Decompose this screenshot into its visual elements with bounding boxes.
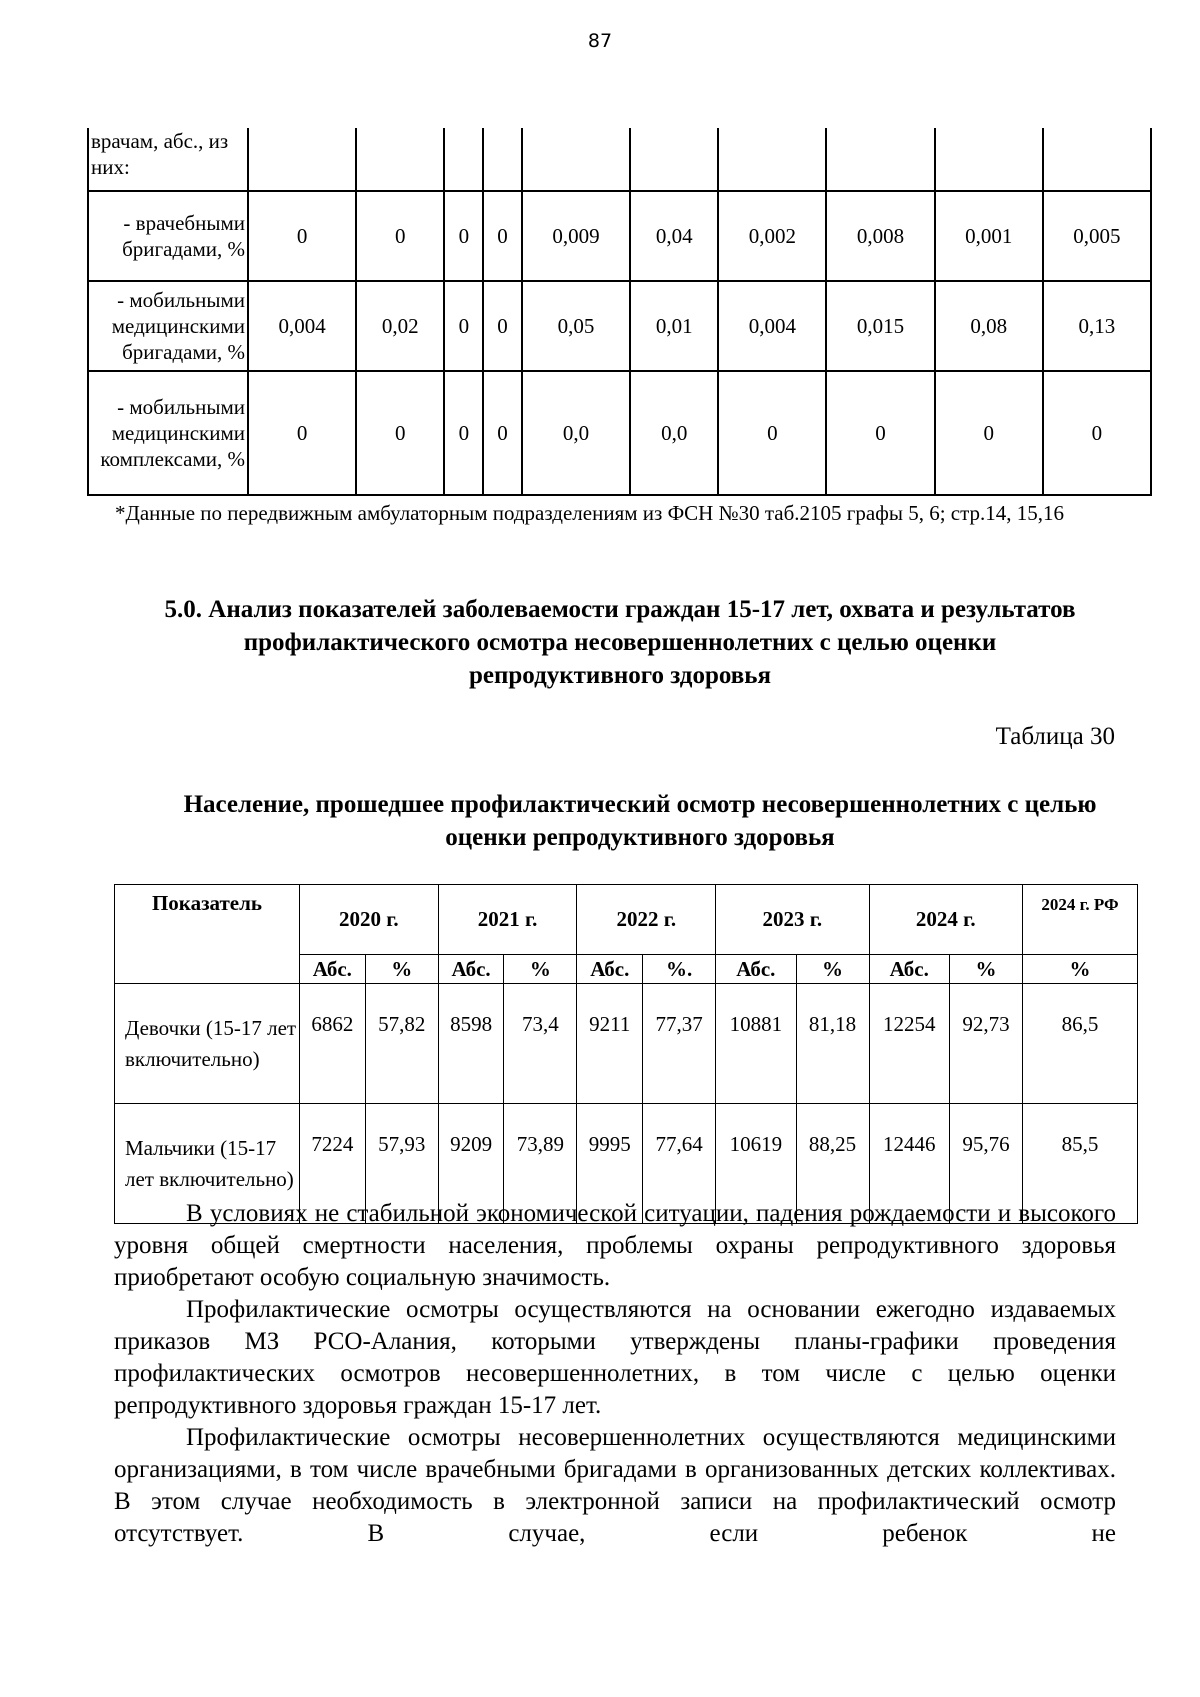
table-cell: 0,004 (718, 281, 826, 371)
table-cell (483, 128, 522, 191)
table-cell: 57,82 (365, 984, 438, 1104)
sub-header: Абс. (716, 955, 796, 984)
table-cell: 57,93 (365, 1104, 438, 1224)
table-cell: 95,76 (949, 1104, 1022, 1224)
table-cell: 0 (444, 371, 483, 495)
page-number: 87 (587, 30, 613, 52)
table-cell: 0 (483, 191, 522, 281)
table-row (88, 128, 1151, 191)
row-label: - врачебными бригадами, % (88, 191, 248, 281)
table-row (88, 281, 1151, 371)
table-cell: 8598 (438, 984, 504, 1104)
header-rf: 2024 г. РФ (1022, 885, 1137, 955)
table-cell: 7224 (300, 1104, 366, 1224)
paragraph: Профилактические осмотры несовершеннолетних осуществляются медицинскими организациями, в том числе врачебными бригадами в организованных детских коллективах. В этом случае необходимость в электронной записи на профилактический осмотр отсутствует. В случае, если ребенок не (114, 1424, 1116, 1547)
body-text (114, 1198, 1116, 1550)
table-cell (630, 128, 718, 191)
mobile-units-table (87, 128, 1152, 496)
table-cell (826, 128, 934, 191)
table-cell: 0,0 (522, 371, 630, 495)
row-label: Девочки (15-17 лет включительно) (115, 984, 300, 1104)
table-cell (718, 128, 826, 191)
paragraph: В условиях не стабильной экономической ситуации, падения рождаемости и высокого уровня общей смертности населения, проблемы охраны репродуктивного здоровья приобретают особую социальную значимость. (114, 1200, 1116, 1291)
table-caption: Таблица 30 (995, 723, 1115, 750)
table-cell (935, 128, 1043, 191)
table-cell: 9211 (577, 984, 643, 1104)
sub-header: %. (643, 955, 716, 984)
table-cell (248, 128, 356, 191)
table-cell: 0 (356, 191, 444, 281)
table-row (115, 984, 1138, 1104)
table-cell: 0 (356, 371, 444, 495)
paragraph: Профилактические осмотры осуществляются на основании ежегодно издаваемых приказов МЗ РСО-Алания, которыми утверждены планы-графики проведения профилактических осмотров несовершеннолетних, в том числе с целью оценки репродуктивного здоровья граждан 15-17 лет. (114, 1296, 1116, 1419)
table-cell: 9209 (438, 1104, 504, 1224)
header-year: 2023 г. (716, 885, 869, 955)
table-cell: 92,73 (949, 984, 1022, 1104)
table-cell (356, 128, 444, 191)
sub-header: % (1022, 955, 1137, 984)
table-cell: 0,05 (522, 281, 630, 371)
table-cell: 0 (483, 281, 522, 371)
sub-header: % (365, 955, 438, 984)
sub-header: % (796, 955, 869, 984)
table-cell: 0,008 (826, 191, 934, 281)
table-cell: 0 (248, 371, 356, 495)
header-year: 2021 г. (438, 885, 577, 955)
sub-header: % (949, 955, 1022, 984)
table-cell: 0,005 (1043, 191, 1151, 281)
table-cell (444, 128, 483, 191)
table-cell: 10881 (716, 984, 796, 1104)
table-cell: 73,4 (504, 984, 577, 1104)
table-cell: 9995 (577, 1104, 643, 1224)
table-cell: 0,0 (630, 371, 718, 495)
table-cell: 12254 (869, 984, 949, 1104)
row-label: - мобильными медицинскими комплексами, % (88, 371, 248, 495)
row-label: - мобильными медицинскими бригадами, % (88, 281, 248, 371)
table-cell: 81,18 (796, 984, 869, 1104)
table-cell: 85,5 (1022, 1104, 1137, 1224)
table-cell: 0,002 (718, 191, 826, 281)
table-cell: 77,64 (643, 1104, 716, 1224)
table-cell: 0,04 (630, 191, 718, 281)
table-cell: 0 (718, 371, 826, 495)
table-cell: 0 (444, 191, 483, 281)
table-cell: 0 (935, 371, 1043, 495)
table-cell: 0 (248, 191, 356, 281)
footnote: *Данные по передвижным амбулаторным подразделениям из ФСН №30 таб.2105 графы 5, 6; стр.14, 15,16 (115, 501, 1065, 525)
table-cell: 0 (826, 371, 934, 495)
sub-header: Абс. (577, 955, 643, 984)
table-cell (1043, 128, 1151, 191)
table-cell: 0 (444, 281, 483, 371)
table-cell: 73,89 (504, 1104, 577, 1224)
table-cell: 88,25 (796, 1104, 869, 1224)
table-row (88, 191, 1151, 281)
sub-header: Абс. (438, 955, 504, 984)
table-cell: 0,001 (935, 191, 1043, 281)
sub-header: Абс. (869, 955, 949, 984)
table-cell: 0,01 (630, 281, 718, 371)
table-cell: 0 (483, 371, 522, 495)
table-cell: 0,13 (1043, 281, 1151, 371)
table-cell: 6862 (300, 984, 366, 1104)
table-title: Население, прошедшее профилактический осмотр несовершеннолетних с целью оценки репродуктивного здоровья (183, 791, 1097, 851)
table-cell: 0,004 (248, 281, 356, 371)
table-cell: 0,08 (935, 281, 1043, 371)
table-cell: 0 (1043, 371, 1151, 495)
table-cell: 86,5 (1022, 984, 1137, 1104)
header-year: 2022 г. (577, 885, 716, 955)
table-cell: 12446 (869, 1104, 949, 1224)
table-cell: 0,015 (826, 281, 934, 371)
header-year: 2020 г. (300, 885, 439, 955)
sub-header: Абс. (300, 955, 366, 984)
table-cell: 0,009 (522, 191, 630, 281)
row-label: врачам, абс., из них: (88, 128, 248, 191)
table-row (88, 371, 1151, 495)
section-title: 5.0. Анализ показателей заболеваемости граждан 15-17 лет, охвата и результатов профилактического осмотра несовершеннолетних с целью оценки репродуктивного здоровья (164, 596, 1076, 689)
header-indicator: Показатель (115, 885, 300, 984)
sub-header: % (504, 955, 577, 984)
table-cell: 10619 (716, 1104, 796, 1224)
header-year: 2024 г. (869, 885, 1022, 955)
reproductive-exam-table (114, 884, 1138, 1224)
table-cell: 0,02 (356, 281, 444, 371)
table-cell (522, 128, 630, 191)
row-label: Мальчики (15-17 лет включительно) (115, 1104, 300, 1224)
table-cell: 77,37 (643, 984, 716, 1104)
